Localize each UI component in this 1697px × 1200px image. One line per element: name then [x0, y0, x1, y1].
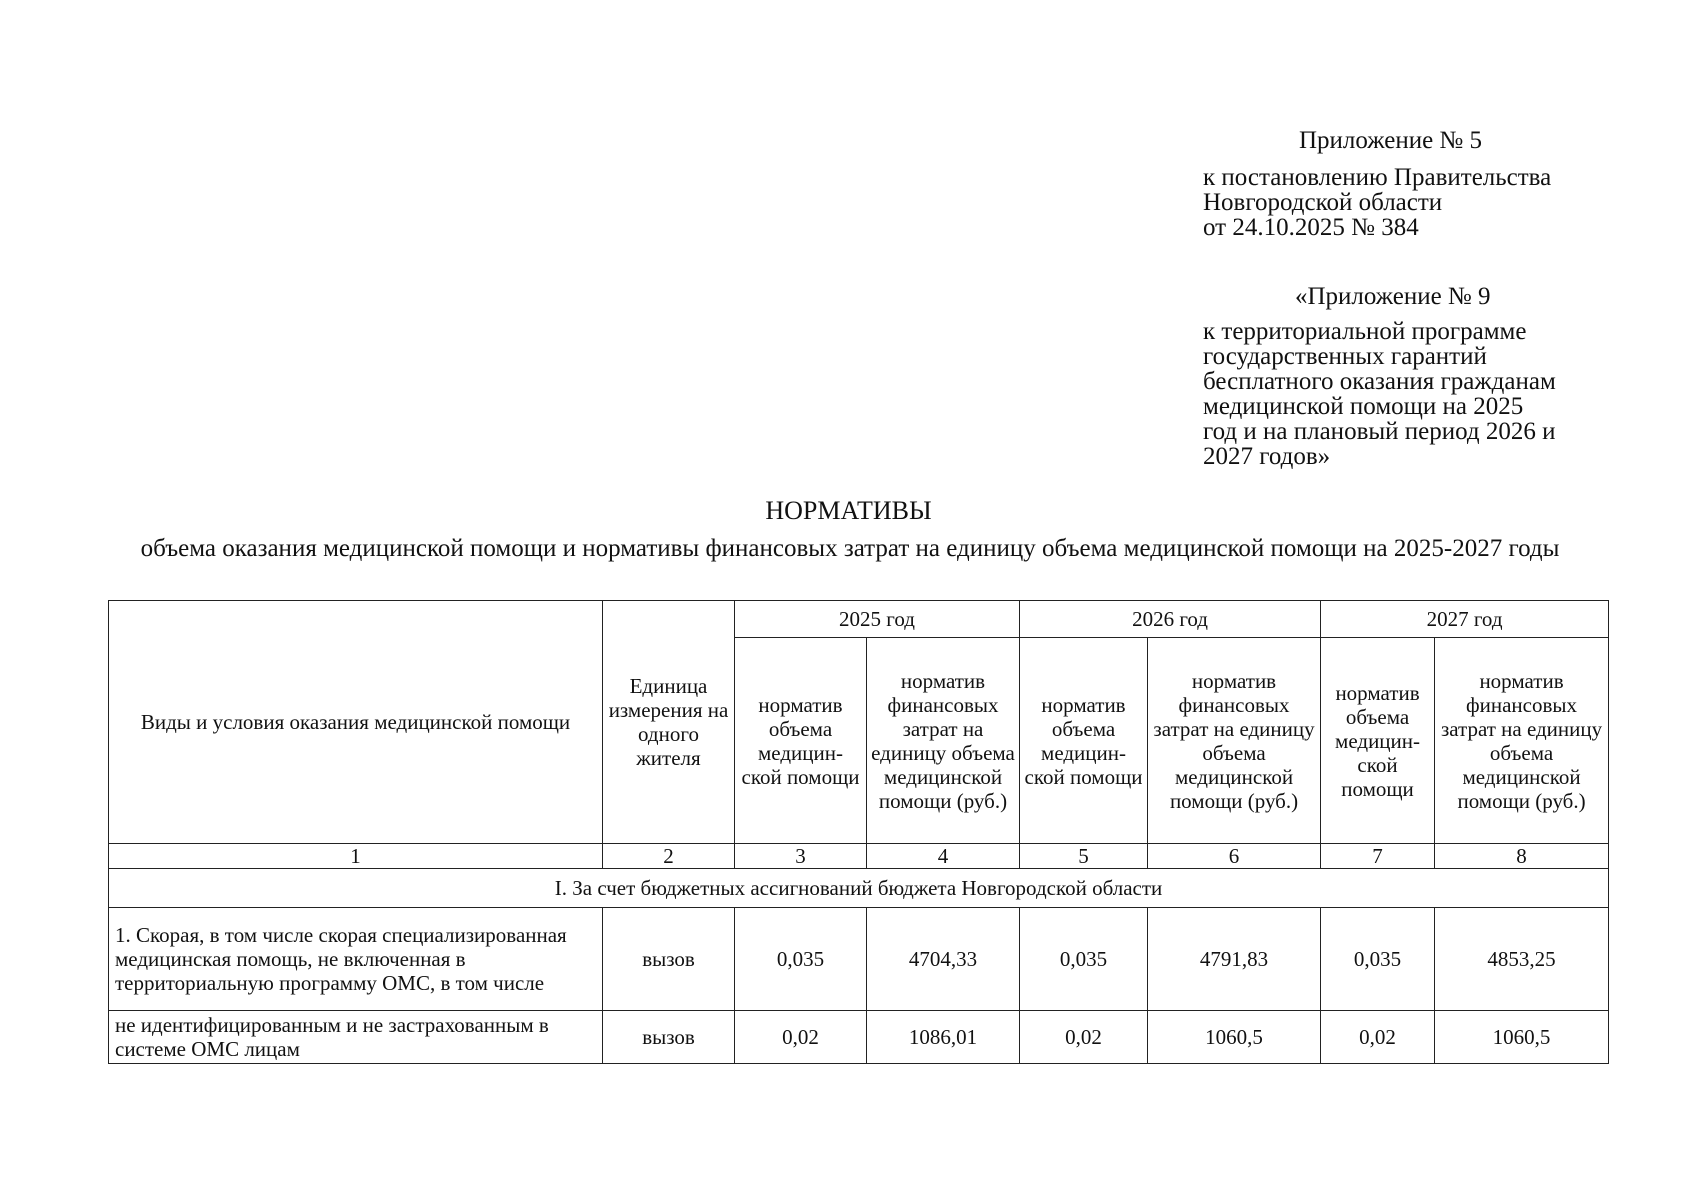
column-number: 6 — [1148, 844, 1321, 869]
table-row — [109, 908, 1609, 1011]
column-number: 4 — [867, 844, 1020, 869]
column-number: 2 — [603, 844, 735, 869]
appendix-9-line: медицинской помощи на 2025 — [1203, 393, 1524, 420]
header-year-2025: 2025 год — [735, 601, 1020, 638]
appendix-5-line: к постановлению Правительства — [1203, 164, 1552, 191]
row-volume-2026: 0,035 — [1020, 908, 1148, 1011]
appendix-9-lines — [1203, 319, 1623, 469]
appendix-9-line: государственных гарантий — [1203, 343, 1487, 370]
column-number: 5 — [1020, 844, 1148, 869]
row-unit: вызов — [603, 1011, 735, 1064]
appendix-5-heading: Приложение № 5 — [1299, 127, 1483, 154]
appendix-9-line: 2027 годов» — [1203, 443, 1331, 470]
appendix-9-line: бесплатного оказания гражданам — [1203, 368, 1556, 395]
header-volume-2027: норматив объема медицин-ской помощи — [1321, 638, 1435, 844]
row-volume-2027: 0,035 — [1321, 908, 1435, 1011]
column-number: 7 — [1321, 844, 1435, 869]
header-year-2026: 2026 год — [1020, 601, 1321, 638]
column-number: 1 — [109, 844, 603, 869]
row-volume-2025: 0,02 — [735, 1011, 867, 1064]
column-number: 3 — [735, 844, 867, 869]
header-year-2027: 2027 год — [1321, 601, 1609, 638]
appendix-9-heading: «Приложение № 9 — [1295, 283, 1491, 310]
row-cost-2026: 1060,5 — [1148, 1011, 1321, 1064]
appendix-5-line: Новгородской области — [1203, 189, 1443, 216]
appendix-9-block — [1203, 284, 1623, 469]
header-volume-2026: норматив объема медицин-ской помощи — [1020, 638, 1148, 844]
appendix-9-line: к территориальной программе — [1203, 318, 1527, 345]
appendix-5-block — [1203, 128, 1623, 240]
row-volume-2026: 0,02 — [1020, 1011, 1148, 1064]
section-title: I. За счет бюджетных ассигнований бюджета Новгородской области — [109, 869, 1609, 908]
appendix-9-line: год и на плановый период 2026 и — [1203, 418, 1556, 445]
row-cost-2026: 4791,83 — [1148, 908, 1321, 1011]
row-cost-2027: 4853,25 — [1435, 908, 1609, 1011]
header-cost-2027: норматив финансовых затрат на единицу объема медицинской помощи (руб.) — [1435, 638, 1609, 844]
column-number-row — [109, 844, 1609, 869]
appendix-5-lines — [1203, 165, 1623, 240]
table-row — [109, 1011, 1609, 1064]
row-cost-2025: 4704,33 — [867, 908, 1020, 1011]
column-number: 8 — [1435, 844, 1609, 869]
header-cost-2025: норматив финансовых затрат на единицу объема медицинской помощи (руб.) — [867, 638, 1020, 844]
row-cost-2027: 1060,5 — [1435, 1011, 1609, 1064]
table-header-years — [109, 601, 1609, 638]
appendix-5-line: от 24.10.2025 № 384 — [1203, 214, 1419, 241]
document-subtitle: объема оказания медицинской помощи и нормативы финансовых затрат на единицу объема медицинской помощи на 2025-2027 годы — [140, 535, 1560, 562]
row-cost-2025: 1086,01 — [867, 1011, 1020, 1064]
document-title: НОРМАТИВЫ — [765, 496, 932, 525]
header-cost-2026: норматив финансовых затрат на единицу объема медицинской помощи (руб.) — [1148, 638, 1321, 844]
section-row — [109, 869, 1609, 908]
row-label: не идентифицированным и не застрахованным в системе ОМС лицам — [109, 1011, 603, 1064]
row-unit: вызов — [603, 908, 735, 1011]
row-volume-2027: 0,02 — [1321, 1011, 1435, 1064]
header-volume-2025: норматив объема медицин-ской помощи — [735, 638, 867, 844]
row-volume-2025: 0,035 — [735, 908, 867, 1011]
norms-table — [108, 600, 1609, 1064]
row-label: 1. Скорая, в том числе скорая специализированная медицинская помощь, не включенная в территориальную программу ОМС, в том числе — [109, 908, 603, 1011]
header-type: Виды и условия оказания медицинской помощи — [109, 601, 603, 844]
header-unit: Единица измерения на одного жителя — [603, 601, 735, 844]
